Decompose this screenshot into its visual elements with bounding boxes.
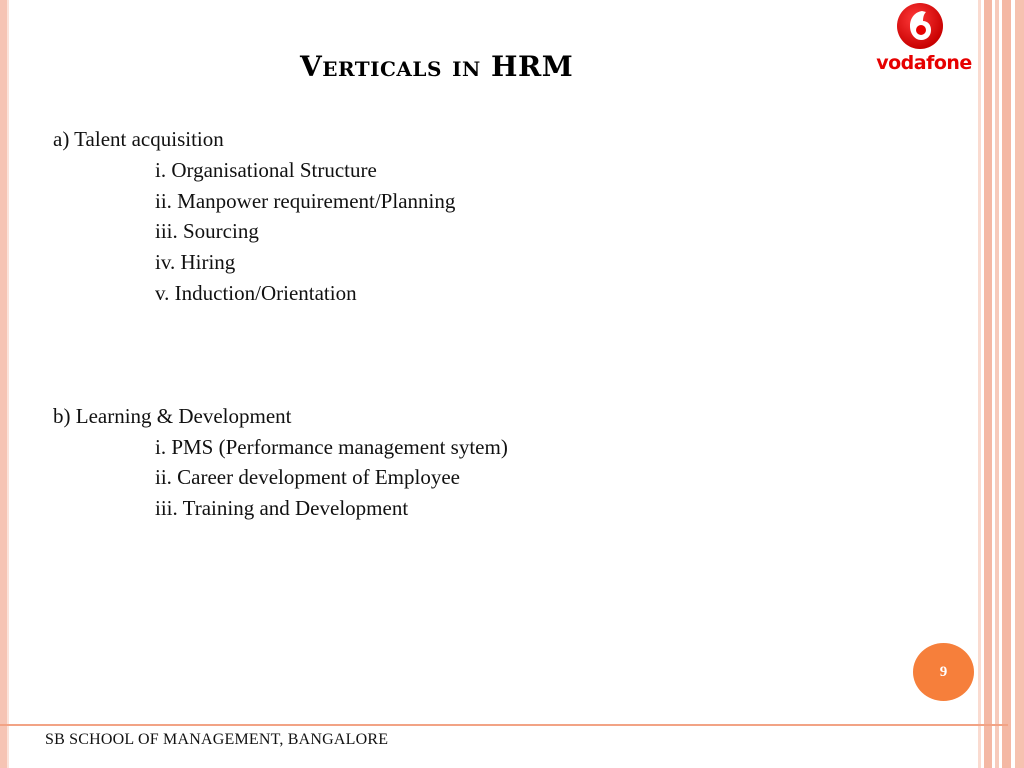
section-heading: a) Talent acquisition <box>53 127 224 151</box>
logo-wordmark: vodafone <box>876 52 972 74</box>
list-item: ii. Manpower requirement/Planning <box>155 188 456 213</box>
list-item: v. Induction/Orientation <box>155 280 357 305</box>
list-item: iii. Sourcing <box>155 219 259 244</box>
page-number-badge <box>913 643 974 701</box>
slide-title: Verticals in HRM <box>300 50 574 83</box>
left-border <box>0 0 7 768</box>
list-item: i. PMS (Performance management sytem) <box>155 434 508 459</box>
list-item: iv. Hiring <box>155 250 236 275</box>
list-item: ii. Career development of Employee <box>155 465 460 490</box>
page-number: 9 <box>939 663 948 680</box>
vodafone-speechmark-icon <box>896 2 944 50</box>
right-border-stripes <box>978 0 1024 768</box>
vodafone-logo <box>862 0 978 80</box>
list-item: iii. Training and Development <box>155 496 409 521</box>
list-item: i. Organisational Structure <box>155 157 377 182</box>
section-heading: b) Learning & Development <box>53 403 292 428</box>
slide-body <box>53 124 508 524</box>
footer-text: SB SCHOOL OF MANAGEMENT, BANGALORE <box>45 731 389 748</box>
footer-divider <box>0 724 1008 726</box>
